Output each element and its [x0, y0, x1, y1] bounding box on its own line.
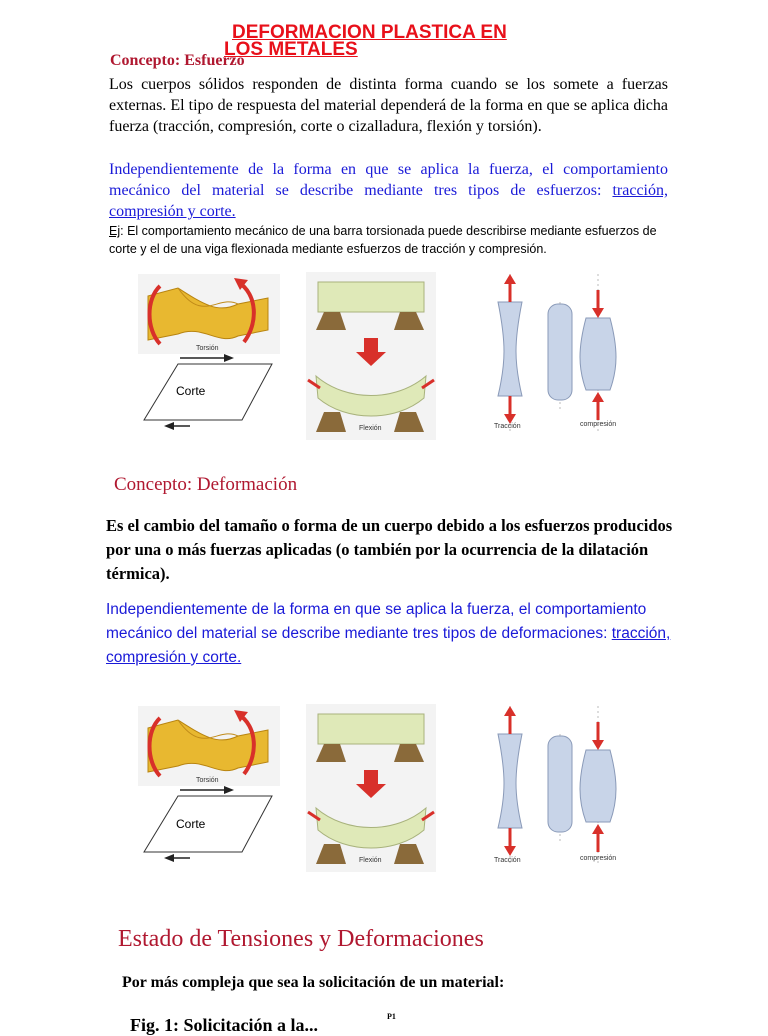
- paragraph-esfuerzo-2-text: Independientemente de la forma en que se aplica la fuerza, el comportamiento mecánico del material se describe mediante tres tipos de esfuerzos:: [109, 161, 668, 199]
- heading-deformacion: Concepto: Deformación: [114, 474, 298, 495]
- flexion-label: [359, 422, 399, 432]
- torsion-label-text: Torsión: [196, 345, 219, 352]
- heading-esfuerzo: Concepto: Esfuerzo: [110, 52, 245, 69]
- compresion-label: [580, 418, 630, 428]
- paragraph-estado-1: Por más compleja que sea la solicitación de un material:: [122, 974, 505, 991]
- paragraph-deformacion-2: [106, 598, 676, 670]
- figure-group-2: [138, 704, 638, 874]
- torsion-label-2-text: Torsión: [196, 777, 219, 784]
- flexion-label-text: Flexión: [359, 425, 382, 432]
- example-note: [109, 222, 669, 258]
- figure-group-1: [138, 272, 638, 442]
- traccion-label-text: Tracción: [494, 423, 521, 430]
- corte-figure-2: [140, 784, 280, 864]
- cut-off-line-text: Fig. 1: Solicitación a la...: [130, 1015, 318, 1035]
- paragraph-esfuerzo-1: Los cuerpos sólidos responden de distinta forma cuando se los somete a fuerzas externas. El tipo de respuesta del material dependerá de la forma en que se aplica dicha fuerza (tracción, compresión, corte o cizalladura, flexión y torsión).: [109, 76, 668, 135]
- example-prefix: Ej: [109, 224, 121, 238]
- corte-label: Corte: [176, 384, 206, 398]
- example-text: : El comportamiento mecánico de una barra torsionada puede describirse mediante esfuerzos de corte y el de una viga flexionada mediante esfuerzos de tracción y compresión.: [109, 224, 657, 256]
- torsion-label: [196, 342, 236, 352]
- torsion-label-2: [196, 774, 236, 784]
- flexion-figure: [306, 272, 436, 440]
- compresion-label-2-text: compresión: [580, 855, 617, 862]
- heading-estado-tensiones: Estado de Tensiones y Deformaciones: [118, 926, 484, 952]
- superscript-p1: P1: [387, 1012, 396, 1021]
- traccion-label-2-text: Tracción: [494, 857, 521, 864]
- paragraph-deformacion-2-text: Independientemente de la forma en que se aplica la fuerza, el comportamiento mecánico del material se describe mediante tres tipos de deformaciones:: [106, 601, 647, 642]
- compresion-label-2: [580, 852, 630, 862]
- compresion-label-text: compresión: [580, 421, 617, 428]
- traccion-label: [494, 420, 534, 430]
- flexion-label-2-text: Flexión: [359, 857, 382, 864]
- flexion-label-2: [359, 854, 399, 864]
- traccion-label-2: [494, 854, 534, 864]
- title-line-2: LOS METALES: [224, 39, 358, 60]
- flexion-figure-2: [306, 704, 436, 872]
- title-line-1: DEFORMACION PLASTICA EN: [232, 22, 507, 43]
- paragraph-esfuerzo-2: [109, 159, 668, 222]
- cut-off-line: [130, 1014, 318, 1035]
- corte-figure: [140, 352, 280, 432]
- paragraph-deformacion-1: Es el cambio del tamaño o forma de un cuerpo debido a los esfuerzos producidos por una o más fuerzas aplicadas (o también por la ocurrencia de la dilatación térmica).: [106, 516, 673, 583]
- traccion-compresion-figure: [478, 272, 628, 440]
- link-deformaciones[interactable]: tracción, compresión y corte.: [106, 625, 671, 666]
- document-title: [224, 22, 572, 60]
- link-traccion-compresion-corte[interactable]: tracción, compresión y corte.: [109, 182, 668, 220]
- corte-label-2: Corte: [176, 817, 206, 831]
- traccion-compresion-figure-2: [478, 704, 628, 872]
